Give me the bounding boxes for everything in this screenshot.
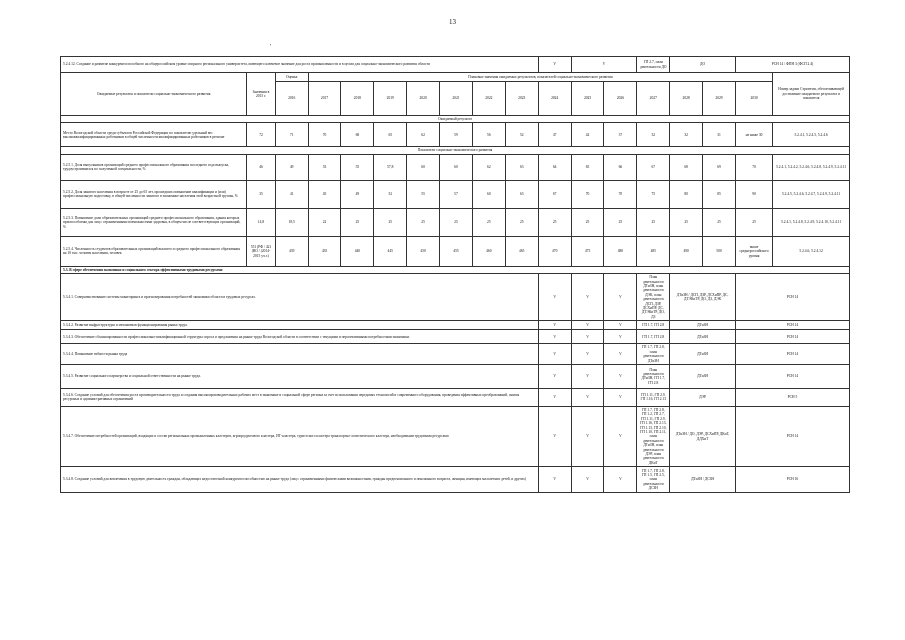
page-number: 13 xyxy=(449,18,456,26)
value-cell: 465 xyxy=(505,236,538,266)
header-estimate: Оценка xyxy=(275,73,308,82)
executor-cell: ДТиЗН xyxy=(670,330,736,344)
year-cell: 2026 xyxy=(604,82,637,116)
value-cell: 66 xyxy=(604,154,637,180)
value-cell: 25 xyxy=(604,208,637,236)
indicator-row xyxy=(61,236,850,266)
value-cell: 25 xyxy=(472,208,505,236)
year-cell: 2020 xyxy=(407,82,440,116)
section-labour: 5.3. В сфере обеспечения экономики и социального сектора эффективными трудовыми ресурсами xyxy=(61,266,850,273)
mark-v: V xyxy=(571,274,604,321)
value-cell: 55 xyxy=(407,180,440,208)
mark-v: V xyxy=(604,321,637,330)
mark-v: V xyxy=(571,467,604,493)
measure-text: 5.3.4.2. Развитие инфраструктуры и механизмов функционирования рынка труда. xyxy=(61,321,539,330)
code-cell: РСН 5 xyxy=(735,388,849,406)
year-cell: 2027 xyxy=(637,82,670,116)
value-cell: 25 xyxy=(703,208,736,236)
code-cell: РСН 14 xyxy=(735,330,849,344)
measure-row xyxy=(61,321,850,330)
row-label: 5.2.5.2. Доля занятого населения в возрасте от 25 до 65 лет, прошедших повышение квалификации и (или) профессиональную подготовку, в общей численности занятого в экономике населения этой возрастной группы, % xyxy=(61,180,247,208)
mark-v: V xyxy=(604,388,637,406)
page-mark: ' xyxy=(270,44,272,50)
mark-v: V xyxy=(538,57,571,73)
task-refs: 5.2.4.1, 5.2.4.2, 5.2.4.6, 5.2.4.8, 5.2.4.9, 5.2.4.11 xyxy=(773,154,850,180)
section-row xyxy=(61,116,850,123)
value-cell: 69 xyxy=(703,154,736,180)
value-cell: 35 xyxy=(247,180,275,208)
value-cell: 65 xyxy=(374,123,407,147)
plan-cell: ГП 1.7, ГП 2.8, ГП 1.5, ГП 2.5, план деятельности ДСЗН xyxy=(637,467,670,493)
task-refs: 5.2.4.5, 5.2.4.6, 5.2.4.7, 5.2.4.9, 5.2.4.11 xyxy=(773,180,850,208)
value-cell: выше среднероссийского уровня xyxy=(735,236,772,266)
year-cell: 2023 xyxy=(505,82,538,116)
value-cell: 25 xyxy=(505,208,538,236)
value-cell: 63 xyxy=(505,180,538,208)
mark-v: V xyxy=(538,364,571,388)
mark-v: V xyxy=(604,274,637,321)
year-cell: 2018 xyxy=(341,82,374,116)
value-cell: 37 xyxy=(604,123,637,147)
value-cell: 25 xyxy=(440,208,473,236)
value-cell: 25 xyxy=(374,208,407,236)
value-cell: 57 xyxy=(440,180,473,208)
value-cell: 71 xyxy=(275,123,308,147)
plan-cell: План деятельности ДТиЗН, ГП 1.7, ГП 2.8 xyxy=(637,364,670,388)
value-cell: 68 xyxy=(670,154,703,180)
mark-v: V xyxy=(538,330,571,344)
value-cell: 450 xyxy=(407,236,440,266)
section-heading-row xyxy=(61,266,850,273)
value-cell: 32 xyxy=(670,123,703,147)
value-cell: 480 xyxy=(604,236,637,266)
value-cell: 57,8 xyxy=(374,154,407,180)
measure-row xyxy=(61,330,850,344)
value-cell: 18,5 xyxy=(275,208,308,236)
value-cell: 22 xyxy=(308,208,341,236)
value-cell: 551 (РФ / 421 (ВО / (2014-2015 уч.г.) xyxy=(247,236,275,266)
year-cell: 2029 xyxy=(703,82,736,116)
value-cell: 435 xyxy=(308,236,341,266)
year-cell: 2022 xyxy=(472,82,505,116)
value-cell: 60 xyxy=(440,154,473,180)
measure-row xyxy=(61,274,850,321)
value-cell: 62 xyxy=(407,123,440,147)
header-results: Ожидаемые результаты и показатели социально-экономического развития xyxy=(61,73,247,116)
mark-v: V xyxy=(538,344,571,365)
value-cell: 72 xyxy=(247,123,275,147)
measure-row xyxy=(61,406,850,466)
value-cell: 485 xyxy=(637,236,670,266)
executor-cell: ДТиЗН xyxy=(670,364,736,388)
value-cell: 49 xyxy=(341,180,374,208)
code-cell: РСН 14 xyxy=(735,274,849,321)
value-cell: 25 xyxy=(407,208,440,236)
value-cell: 490 xyxy=(670,236,703,266)
plan-cell: ГП 1.7, ГП 2.8 xyxy=(637,321,670,330)
plan-cell: ГП 2.7, план деятельности ДО xyxy=(637,57,670,73)
value-cell: 46 xyxy=(247,154,275,180)
value-cell: 52 xyxy=(505,123,538,147)
value-cell: 25 xyxy=(538,208,571,236)
mark-v: V xyxy=(571,364,604,388)
task-refs: 5.2.4.6, 5.2.4.12 xyxy=(773,236,850,266)
value-cell: 31 xyxy=(703,123,736,147)
indicator-row xyxy=(61,154,850,180)
row-label: Место Вологодской области среди субъектов Российской Федерации по показателю удельный вес высококвалифицированных работников в общей численности квалифицированных работников в регионе xyxy=(61,123,247,147)
header-base-2015: Значения в 2015 г. xyxy=(247,73,275,116)
measure-row xyxy=(61,364,850,388)
header-forecast: Плановые значения ожидаемых результатов, показателей социально-экономического развития xyxy=(308,73,773,82)
mark-v: V xyxy=(538,321,571,330)
value-cell: 41 xyxy=(275,180,308,208)
value-cell: 67 xyxy=(637,154,670,180)
mark-v: V xyxy=(571,57,637,73)
mark-v: V xyxy=(538,388,571,406)
measure-text: 5.3.4.4. Повышение гибкости рынка труда xyxy=(61,344,539,365)
measure-text: 5.3.4.6. Создание условий для обеспечения роста производительности труда и создания высокопроизводительных рабочих мест в экономике и социальной сфере региона за счет использования передовых технологий и современного оборудования, проведения эффективных преобразований, снятия ресурсных и административных ограничений xyxy=(61,388,539,406)
year-cell: 2016 xyxy=(275,82,308,116)
value-cell: 455 xyxy=(440,236,473,266)
value-cell: 25 xyxy=(341,208,374,236)
value-cell: 475 xyxy=(571,236,604,266)
value-cell: 460 xyxy=(472,236,505,266)
measure-text: 5.3.4.8. Создание условий для вовлечения в трудовую деятельность граждан, обладающих недостаточной конкурентоспособностью на рынке труда (лиц с ограниченными физическими возможностями, граждан предпенсионного и пенсионного возраста, женщин, имеющих малолетних детей, и других) xyxy=(61,467,539,493)
plan-cell: ГП 1.11, ГП 2.9, ГП 1.16, ГП 2.13 xyxy=(637,388,670,406)
value-cell: 500 xyxy=(703,236,736,266)
year-cell: 2021 xyxy=(440,82,473,116)
value-cell: 25 xyxy=(571,208,604,236)
value-cell: 70 xyxy=(604,180,637,208)
value-cell: 75 xyxy=(637,180,670,208)
executor-cell: ДО xyxy=(670,57,736,73)
value-cell: 65 xyxy=(571,154,604,180)
row-label: 5.2.5.4. Численность студентов образовательных организаций высшего и среднего профессионального образования на 10 тыс. человек населения, человек xyxy=(61,236,247,266)
executor-cell: ДТиЗН / ДСП, ДЗР, ДСХиПР, ДС, ДТЭКиТР, ДО, ДЗ, ДЭК xyxy=(670,274,736,321)
plan-cell: ГП 1.7, ГП 2.8, ГП 1.2, ГП 2.7, ГП 1.11, ГП 2.9, ГП 1.16, ГП 2.13, ГП 1.13, ГП 2.10, ГП 1.10, ГП 2.11, план деятельности ДТиЗН, план деятельности ДЭР, план деятельности ДКиТ xyxy=(637,406,670,466)
measure-row xyxy=(61,467,850,493)
code-cell: РСН 16 xyxy=(735,467,849,493)
value-cell: 60 xyxy=(407,154,440,180)
row-label: 5.2.5.1. Доля выпускников организаций среднего профессионального образования последнего года выпуска, трудоустроившихся по полученной специальности, % xyxy=(61,154,247,180)
executor-cell: ДЭР xyxy=(670,388,736,406)
executor-cell: ДТиЗН / ДСЗН xyxy=(670,467,736,493)
task-row-5-2-4-12 xyxy=(61,57,850,73)
code-cell: РСН 14 xyxy=(735,344,849,365)
task-text: 5.2.4.12. Создание и развитие конкурентоспособного на общероссийском уровне опорного регионального университета, имеющего ключевое значение для роста промышленности и в целом для социально-экономического развития области xyxy=(61,57,539,73)
value-cell: 70 xyxy=(571,180,604,208)
value-cell: 70 xyxy=(735,154,772,180)
value-cell: 70 xyxy=(308,123,341,147)
mark-v: V xyxy=(538,467,571,493)
value-cell: 53 xyxy=(308,154,341,180)
value-cell: 55 xyxy=(341,154,374,180)
value-cell: 25 xyxy=(735,208,772,236)
task-refs: 5.2.4.1, 5.2.4.5, 5.2.4.6 xyxy=(773,123,850,147)
value-cell: 440 xyxy=(341,236,374,266)
measure-text: 5.3.4.7. Обеспечение потребностей организаций, входящих в состав региональных промышленных кластеров, агропродуктового кластера, ИТ-кластера, туристского кластера транспортно-логистического кластера, необходимыми трудовыми ресурсами xyxy=(61,406,539,466)
row-label: 5.2.5.3. Повышение доли образовательных организаций среднего профессионального образования, здания которых приспособлены для лиц с ограниченными возможностями здоровья, в общем числе соответствующих организаций, % xyxy=(61,208,247,236)
value-cell: 445 xyxy=(374,236,407,266)
year-cell: 2024 xyxy=(538,82,571,116)
value-cell: 47 xyxy=(538,123,571,147)
executor-cell: ДТиЗН xyxy=(670,344,736,365)
value-cell: 470 xyxy=(538,236,571,266)
indicator-row xyxy=(61,180,850,208)
mark-v: V xyxy=(571,344,604,365)
executor-cell: ДТиЗН xyxy=(670,321,736,330)
value-cell: 62 xyxy=(472,154,505,180)
value-cell: 32 xyxy=(637,123,670,147)
mark-v: V xyxy=(604,330,637,344)
mark-v: V xyxy=(571,321,604,330)
value-cell: 56 xyxy=(472,123,505,147)
code-cell: РСН 14 xyxy=(735,364,849,388)
measure-text: 5.3.4.5. Развитие социального партнерства и социальной ответственности на рынке труда. xyxy=(61,364,539,388)
year-cell: 2019 xyxy=(374,82,407,116)
header-task-number: Номер задачи Стратегии, обеспечивающей достижение ожидаемого результата и показателя xyxy=(773,73,850,116)
executor-cell: ДТиЗН / ДО, ДЭР, ДСХиПР, ДКиТ, ДДХиТ xyxy=(670,406,736,466)
measure-row xyxy=(61,344,850,365)
plan-cell: ГП 1.7, ГП 2.8 xyxy=(637,330,670,344)
mark-v: V xyxy=(604,344,637,365)
value-cell: 80 xyxy=(670,180,703,208)
section-row xyxy=(61,147,850,154)
value-cell: 59 xyxy=(440,123,473,147)
section-expected-result: Ожидаемый результат xyxy=(61,116,850,123)
strategy-table xyxy=(60,56,850,493)
value-cell: 439 xyxy=(275,236,308,266)
value-cell: 14,8 xyxy=(247,208,275,236)
mark-v: V xyxy=(538,274,571,321)
mark-v: V xyxy=(571,406,604,466)
value-cell: 45 xyxy=(308,180,341,208)
value-cell: 49 xyxy=(275,154,308,180)
mark-v: V xyxy=(571,330,604,344)
plan-cell: План деятельности ДТиЗН, план деятельности ДЭК, план деятельности ДСП, ДЗР, ДСХиПР, ДС, ДТЭКиТР, ДО, ДЗ xyxy=(637,274,670,321)
value-cell: 64 xyxy=(538,154,571,180)
header-row-1 xyxy=(61,73,850,82)
section-indicators: Показатели социально-экономического развития xyxy=(61,147,850,154)
task-refs: 5.2.4.1, 5.2.4.8, 5.2.4.9, 5.2.4.10, 5.2.4.11 xyxy=(773,208,850,236)
code-cell: РСН 14 / ФПН 3 (ФСП 2.4) xyxy=(735,57,849,73)
mark-v: V xyxy=(571,388,604,406)
mark-v: V xyxy=(604,364,637,388)
value-cell: 85 xyxy=(703,180,736,208)
year-cell: 2025 xyxy=(571,82,604,116)
mark-v: V xyxy=(538,406,571,466)
value-cell: 42 xyxy=(571,123,604,147)
year-cell: 2030 xyxy=(735,82,772,116)
year-cell: 2028 xyxy=(670,82,703,116)
value-cell: 52 xyxy=(374,180,407,208)
mark-v: V xyxy=(604,467,637,493)
value-cell: 63 xyxy=(505,154,538,180)
mark-v: V xyxy=(604,406,637,466)
value-cell: не ниже 30 xyxy=(735,123,772,147)
value-cell: 90 xyxy=(735,180,772,208)
measure-text: 5.3.4.3. Обеспечение сбалансированности профессионально-квалификационной структуры спроса и предложения на рынке труда Вологодской области в соответствии с текущими и перспективными потребностями экономики. xyxy=(61,330,539,344)
year-cell: 2017 xyxy=(308,82,341,116)
value-cell: 60 xyxy=(472,180,505,208)
value-cell: 68 xyxy=(341,123,374,147)
strategy-table-container xyxy=(60,56,850,493)
value-cell: 25 xyxy=(670,208,703,236)
code-cell: РСН 14 xyxy=(735,406,849,466)
measure-text: 5.3.4.1. Совершенствование системы мониторинга и прогнозирования потребностей экономики области в трудовых ресурсах. xyxy=(61,274,539,321)
expected-result-row xyxy=(61,123,850,147)
measure-row xyxy=(61,388,850,406)
value-cell: 67 xyxy=(538,180,571,208)
indicator-row xyxy=(61,208,850,236)
plan-cell: ГП 1.7, ГП 2.8, план деятельности ДТиЗН xyxy=(637,344,670,365)
value-cell: 25 xyxy=(637,208,670,236)
code-cell: РСН 14 xyxy=(735,321,849,330)
